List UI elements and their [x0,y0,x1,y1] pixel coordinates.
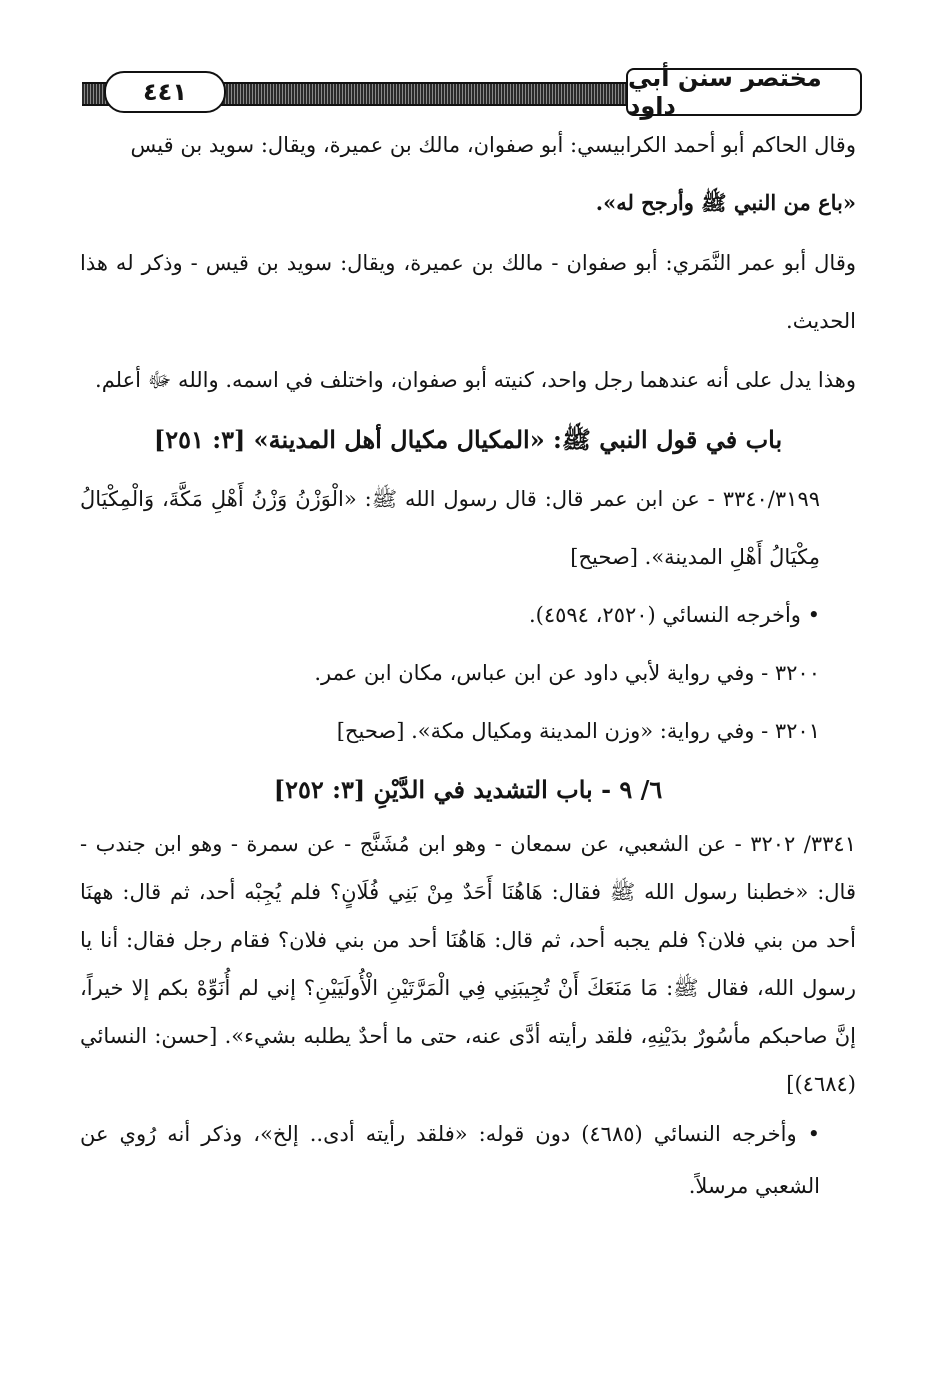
page-header [82,64,862,120]
hadith-3200: ٣٢٠٠ - وفي رواية لأبي داود عن ابن عباس، مكان ابن عمر. [314,661,820,685]
hadith-3201: ٣٢٠١ - وفي رواية: «وزن المدينة ومكيال مكة». [صحيح] [336,719,820,743]
hadith-3199 [80,470,856,586]
hadith-3199-text: ٣٣٤٠/٣١٩٩ - عن ابن عمر قال: قال رسول الله ﷺ: «الْوَزْنُ وَزْنُ أَهْلِ مَكَّةَ، وَالْمِكْيَالُ مِكْيَالُ أَهْلِ المدينة». [صحيح] [80,487,820,569]
paragraph-karabisi: وقال الحاكم أبو أحمد الكرابيسي: أبو صفوان، مالك بن عميرة، ويقال: سويد بن قيس [130,133,856,157]
note-3199: • وأخرجه النسائي (٢٥٢٠، ٤٥٩٤). [528,603,820,627]
page-body [80,116,856,1212]
page-number: ٤٤١ [104,71,226,113]
hadith-3202: ٣٣٤١/ ٣٢٠٢ - عن الشعبي، عن سمعان - وهو ابن مُشَنَّج - عن سمرة - وهو ابن جندب - قال: «خطبنا رسول الله ﷺ فقال: هَاهُنَا أَحَدٌ مِنْ بَنِي فُلَانٍ؟ فلم يُجِبْه أحد، ثم قال: ههنَا أحد من بني فلان؟ فلم يجبه أحد، ثم قال: هَاهُنَا أحد من بني فلان؟ فقام رجل فقال: أنا يا رسول الله، فقال ﷺ: مَا مَنَعَكَ أَنْ تُجِيبَنِي فِي الْمَرَّتَيْنِ الْأُولَيَيْنِ؟ إني لم أُنَوِّهْ بكم إلا خيراً، إنَّ صاحبكم مأسُورٌ بدَيْنِهِ، فلقد رأيته أدَّى عنه، حتى ما أحدٌ يطلبه بشيء». [حسن: النسائي (٤٦٨٤)] [80,832,856,1096]
chapter-heading-debt: ٦/ ٩ - باب التشديد في الدَّيْنِ [٣: ٢٥٢] [273,775,663,804]
paragraph-conclusion: وهذا يدل على أنه عندهما رجل واحد، كنيته أبو صفوان، واختلف في اسمه. والله ﷻ أعلم. [95,368,856,392]
note-3202: • وأخرجه النسائي (٤٦٨٥) دون قوله: «فلقد رأيته أدى.. إلخ»، وذكر أنه رُوي عن الشعبي مرسلاً. [80,1122,820,1198]
paragraph-quote: «باع من النبي ﷺ وأرجح له». [595,190,856,215]
chapter-heading-mikyal: باب في قول النبي ﷺ: «المكيال مكيال أهل المدينة» [٣: ٢٥١] [153,425,783,454]
book-title: مختصر سنن أبي داود [626,68,862,116]
paragraph-namari: وقال أبو عمر النَّمَري: أبو صفوان - مالك بن عميرة، ويقال: سويد بن قيس - وذكر له هذا الحديث. [80,251,856,333]
